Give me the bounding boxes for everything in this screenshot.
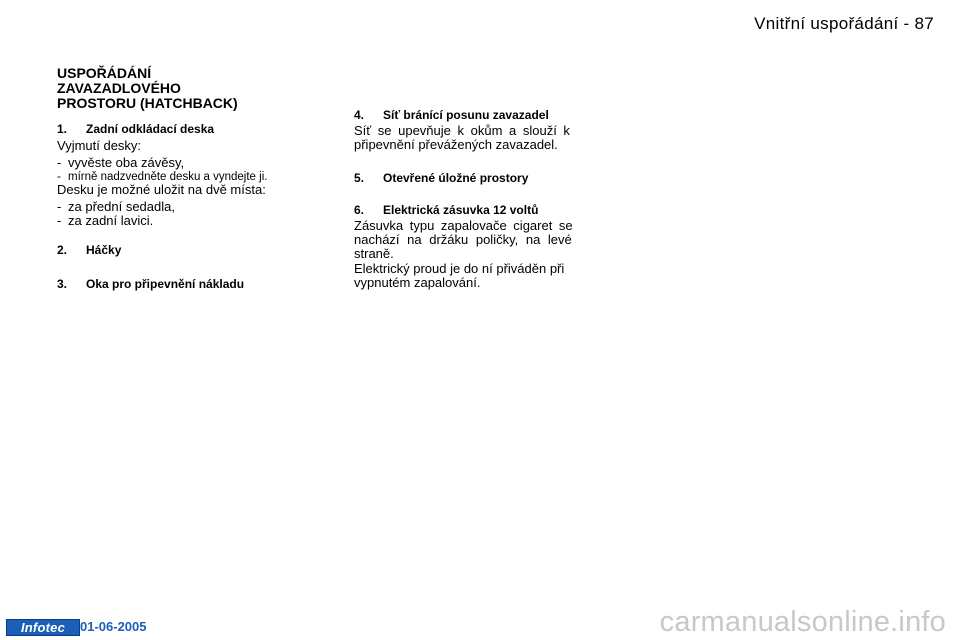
removal-step: - mírně nadzvedněte desku a vyndejte ji.	[57, 171, 268, 183]
watermark: carmanualsonline.info	[659, 606, 946, 638]
storage-place: - za zadní lavici.	[57, 213, 154, 228]
section-title: USPOŘÁDÁNÍ ZAVAZADLOVÉHO PROSTORU (HATCHBACK)	[57, 65, 238, 111]
item-2-heading: 2. Háčky	[57, 243, 122, 257]
page-header-title: Vnitřní uspořádání - 87	[754, 14, 934, 33]
storage-place: - za přední sedadla,	[57, 199, 175, 214]
item-6-heading: 6. Elektrická zásuvka 12 voltů	[354, 203, 539, 217]
footer-date: 01-06-2005	[80, 619, 147, 634]
removal-label: Vyjmutí desky:	[57, 138, 142, 153]
item-1-heading: 1. Zadní odkládací deska	[57, 122, 215, 136]
item-6-text-2: Elektrický proud je do ní přiváděn při vypnutém zapalování.	[354, 261, 565, 290]
item-3-heading: 3. Oka pro připevnění nákladu	[57, 277, 245, 291]
item-4-heading: 4. Síť bránící posunu zavazadel	[354, 108, 549, 122]
infotec-logo: Infotec	[6, 619, 80, 636]
item-6-text-1: Zásuvka typu zapalovače cigaret se nachází na držáku poličky, na levé straně.	[354, 218, 573, 261]
storage-label: Desku je možné uložit na dvě místa:	[57, 182, 266, 197]
removal-step: - vyvěste oba závěsy,	[57, 155, 185, 170]
item-5-heading: 5. Otevřené úložné prostory	[354, 171, 529, 185]
item-4-text: Síť se upevňuje k okům a slouží k připevnění převážených zavazadel.	[354, 123, 570, 152]
